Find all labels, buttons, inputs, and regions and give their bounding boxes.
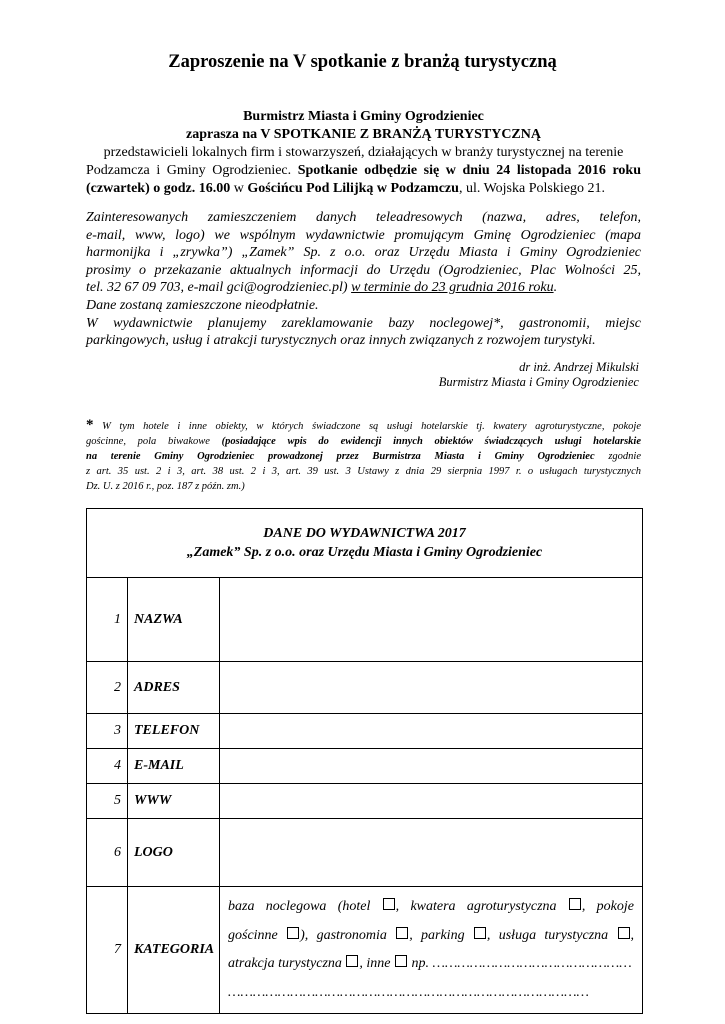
invitation-line: Podzamcza i Gminy Ogrodzieniec. Spotkanie odbędzie się w dniu 24 listopada 2016 roku xyxy=(86,163,641,178)
request-line: Zainteresowanych zamieszczeniem danych teleadresowych (nazwa, adres, telefon, xyxy=(86,210,641,225)
form-row-www xyxy=(87,784,643,819)
request-line: harmonijka i „zrywka”) „Zamek” Sp. z o.o. oraz Urzędu Miasta i Gminy Ogrodzieniec xyxy=(86,245,641,261)
signature-role: Burmistrz Miasta i Gminy Ogrodzieniec xyxy=(438,375,639,389)
checkbox-guest-rooms[interactable] xyxy=(287,927,299,939)
form-subheading: „Zamek” Sp. z o.o. oraz Urzędu Miasta i Gminy Ogrodzieniec xyxy=(186,545,543,560)
checkbox-parking[interactable] xyxy=(474,927,486,939)
request-line: parkingowych, usług i atrakcji turystycznych oraz innych związanych z rozwojem turystyki. xyxy=(86,333,596,349)
footnote-line: gościnne, pola biwakowe (posiadające wpis do ewidencji innych obiektów świadczących usługi hotelarskie xyxy=(86,436,641,447)
request-line: tel. 32 67 09 703, e-mail gci@ogrodzieniec.pl) w terminie do 23 grudnia 2016 roku. xyxy=(86,280,558,296)
organizer-line: Burmistrz Miasta i Gminy Ogrodzieniec xyxy=(243,109,484,124)
checkbox-attraction[interactable] xyxy=(346,955,358,967)
form-row-address xyxy=(87,662,643,714)
form-row-logo xyxy=(87,819,643,887)
row-label: NAZWA xyxy=(128,578,220,662)
category-line: baza noclegowa (hotel , kwatera agroturystyczna , pokoje xyxy=(228,899,634,914)
category-line: gościnne ), gastronomia , parking , usługa turystyczna , xyxy=(228,927,634,943)
invitation-line: przedstawicieli lokalnych firm i stowarzyszeń, działających w branży turystycznej na terenie xyxy=(103,145,624,160)
request-line: Dane zostaną zamieszczone nieodpłatnie. xyxy=(86,297,319,313)
invitation-line: (czwartek) o godz. 16.00 w Gościńcu Pod Lilijką w Podzamczu, ul. Wojska Polskiego 21. xyxy=(86,181,605,196)
email-field[interactable] xyxy=(220,749,643,784)
phone-field[interactable] xyxy=(220,714,643,749)
request-line: e-mail, www, logo) we wspólnym wydawnictwie promującym Gminę Ogrodzieniec (mapa xyxy=(86,227,641,243)
row-number: 3 xyxy=(87,714,128,749)
footnote-line: * W tym hotele i inne obiekty, w których świadczone są usługi hotelarskie tj. kwatery agroturystyczne, pokoje xyxy=(86,417,641,433)
request-paragraph xyxy=(86,209,641,350)
form-header-row xyxy=(87,509,643,578)
row-label: ADRES xyxy=(128,662,220,714)
checkbox-gastronomy[interactable] xyxy=(396,927,408,939)
row-number: 1 xyxy=(87,578,128,662)
www-field[interactable] xyxy=(220,784,643,819)
name-field[interactable] xyxy=(220,578,643,662)
checkbox-agrotourism[interactable] xyxy=(569,898,581,910)
footnote xyxy=(86,418,641,494)
deadline: w terminie do 23 grudnia 2016 roku xyxy=(351,280,554,296)
footnote-line: Dz. U. z 2016 r., poz. 187 z późn. zm.) xyxy=(86,481,245,492)
row-number: 5 xyxy=(87,784,128,819)
invitation-heading: zaprasza na V SPOTKANIE Z BRANŻĄ TURYSTYCZNĄ xyxy=(185,127,541,142)
form-header xyxy=(87,509,643,578)
row-label: KATEGORIA xyxy=(128,887,220,1014)
checkbox-tourist-service[interactable] xyxy=(618,927,630,939)
category-line: atrakcja turystyczna , inne np. ………………………………………… xyxy=(228,956,632,971)
row-number: 2 xyxy=(87,662,128,714)
row-number: 4 xyxy=(87,749,128,784)
row-label: TELEFON xyxy=(128,714,220,749)
footnote-line: na terenie Gminy Ogrodzieniec prowadzonej przez Burmistrza Miasta i Gminy Ogrodzieniec zgodnie xyxy=(86,451,641,462)
address-field[interactable] xyxy=(220,662,643,714)
footnote-line: z art. 35 ust. 2 i 3, art. 38 ust. 2 i 3, art. 39 ust. 3 Ustawy z dnia 29 sierpnia 1997 r. o usługach turystycznych xyxy=(86,466,641,477)
request-line: W wydawnictwie planujemy zareklamowanie bazy noclegowej*, gastronomii, miejsc xyxy=(86,315,641,331)
page-title: Zaproszenie na V spotkanie z branżą turystyczną xyxy=(168,52,557,72)
logo-field[interactable] xyxy=(220,819,643,887)
form-row-name xyxy=(87,578,643,662)
row-label: LOGO xyxy=(128,819,220,887)
checkbox-other[interactable] xyxy=(395,955,407,967)
row-number: 6 xyxy=(87,819,128,887)
footnote-star: * xyxy=(86,417,94,433)
form-row-phone xyxy=(87,714,643,749)
data-form-table xyxy=(86,508,643,1014)
form-row-category xyxy=(87,887,643,1014)
category-line: …………………………………………………………………………… xyxy=(228,984,589,1000)
row-number: 7 xyxy=(87,887,128,1014)
category-options xyxy=(220,887,643,1014)
request-line: prosimy o przekazanie aktualnych informacji do Urzędu (Ogrodzieniec, Plac Wolności 25, xyxy=(86,262,641,278)
form-row-email xyxy=(87,749,643,784)
checkbox-hotel[interactable] xyxy=(383,898,395,910)
row-label: E-MAIL xyxy=(128,749,220,784)
form-heading: DANE DO WYDAWNICTWA 2017 xyxy=(263,526,466,541)
invitation-paragraph xyxy=(86,144,641,198)
row-label: WWW xyxy=(128,784,220,819)
signature-name: dr inż. Andrzej Mikulski xyxy=(519,360,639,374)
